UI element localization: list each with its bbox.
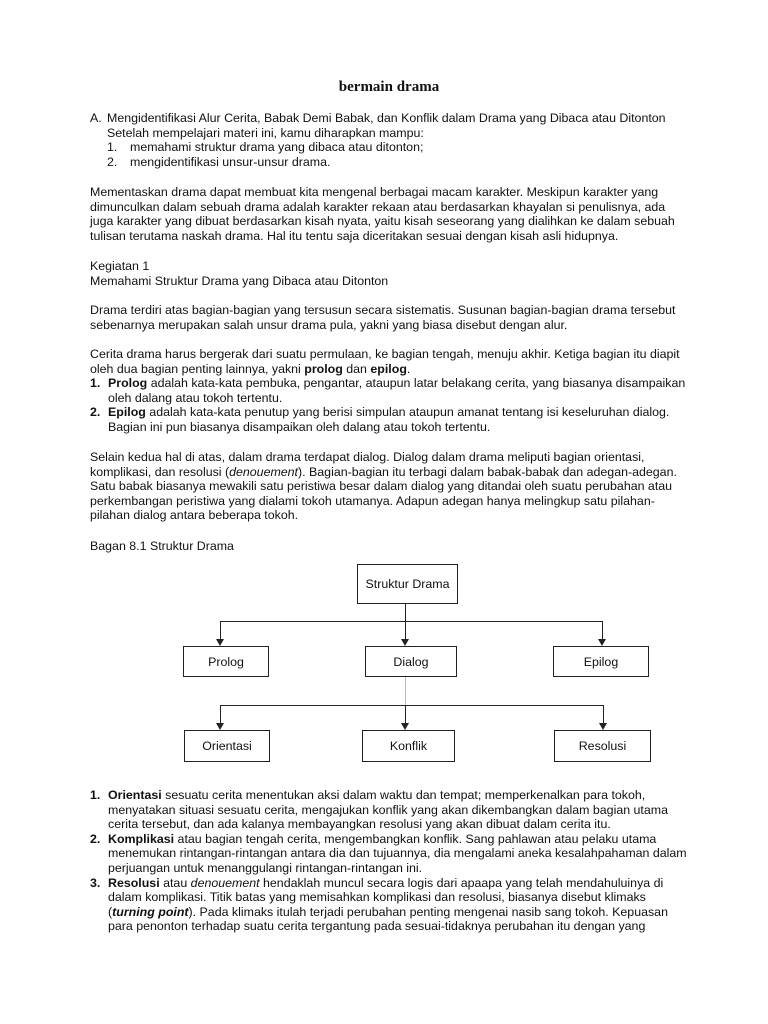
diagram-box-orientasi: Orientasi: [184, 730, 270, 762]
diagram-root-box: Struktur Drama: [357, 564, 458, 604]
paragraph-dialog-text: Selain kedua hal di atas, dalam drama terdapat dialog. Dialog dalam drama meliputi bagian orientasi, komplikasi, dan resolusi (: [90, 450, 645, 479]
paragraph-intro: Mementaskan drama dapat membuat kita mengenal berbagai macam karakter. Meskipun karakter yang dimunculkan dalam sebuah drama adalah karakter rekaan atau berdasarkan khayalan si penulisnya, ada juga karakter yang dibuat berdasarkan kisah nyata, yaitu kisah seseorang yang dialihkan ke dalam sebuah tulisan terutama naskah drama. Hal itu tentu saja diceritakan sesuai dengan kisah asli hidupnya.: [90, 185, 675, 243]
connector-line: [405, 705, 406, 723]
section-a-label: A.: [90, 111, 102, 125]
term-denouement: denouement: [229, 464, 299, 479]
arrow-head: [216, 723, 224, 730]
connector-line: [405, 677, 406, 705]
figure-caption: Bagan 8.1 Struktur Drama: [90, 539, 234, 553]
section-a: [90, 111, 688, 169]
paragraph-dialog: [90, 450, 688, 523]
arrow-head: [599, 723, 607, 730]
arrow-head: [216, 639, 224, 646]
paragraph-structure: Drama terdiri atas bagian-bagian yang tersusun secara sistematis. Susunan bagian-bagian drama tersebut sebenarnya merupakan salah unsur drama pula, yakni yang biasa disebut dengan alur.: [90, 303, 676, 332]
diagram-box-prolog: Prolog: [183, 646, 269, 677]
paragraph-dialog-text: ). Bagian-bagian itu terbagi dalam babak-babak dan adegan-adegan. Satu babak biasanya mewakili satu peristiwa besar dalam dialog yang ditandai oleh suatu perubahan atau perkembangan peristiwa yang dialami tokoh utamanya. Adapun adegan hanya melingkup satu pilahan-pilahan dialog antara beberapa tokoh.: [90, 464, 677, 523]
section-a-intro: Setelah mempelajari materi ini, kamu diharapkan mampu:: [107, 125, 424, 140]
goal-item: [90, 140, 688, 155]
list-term: Epilog: [108, 405, 146, 420]
list-text: ). Pada klimaks itulah terjadi perubahan penting mengenai nasib sang tokoh. Kepuasan para penonton terhadap suatu cerita tergantung pada sesuai-tidaknya perubahan itu dengan yang: [108, 904, 668, 934]
connector-line: [220, 621, 603, 622]
goal-number: 2.: [107, 154, 118, 169]
conjunction: dan: [346, 361, 367, 376]
list-item: [90, 876, 688, 934]
list-number: 1.: [90, 376, 101, 391]
kegiatan-subtitle: Memahami Struktur Drama yang Dibaca atau Ditonton: [90, 273, 389, 288]
list-term: Prolog: [108, 376, 148, 391]
paragraph-parts-text: Cerita drama harus bergerak dari suatu permulaan, ke bagian tengah, menuju akhir. Ketiga bagian itu diapit oleh dua bagian penting lainnya, yakni: [90, 347, 680, 376]
list-text: adalah kata-kata penutup yang berisi simpulan ataupun amanat tentang isi keseluruhan dialog. Bagian ini pun biasanya disampaikan oleh dalang atau tokoh tertentu.: [108, 405, 670, 434]
list-number: 3.: [90, 875, 101, 890]
diagram-box-epilog: Epilog: [553, 646, 649, 677]
list-item: [90, 376, 688, 405]
document-title: bermain drama: [338, 79, 440, 95]
list-text: sesuatu cerita menentukan aksi dalam waktu dan tempat; memperkenalkan para tokoh, menyatakan situasi sesuatu cerita, mengajukan konflik yang akan dikembangkan dalam bagian utama cerita tersebut, dan ada kalanya membayangkan resolusi yang akan dibuat dalam cerita itu.: [108, 788, 668, 832]
list-item: [90, 788, 688, 832]
period: .: [406, 361, 411, 376]
connector-line: [405, 621, 406, 639]
list-term: Komplikasi: [108, 831, 175, 846]
arrow-head: [401, 639, 409, 646]
list-term: Resolusi: [108, 875, 160, 890]
goal-text: memahami struktur drama yang dibaca atau ditonton;: [130, 140, 424, 155]
connector-line: [603, 705, 604, 723]
connector-line: [220, 705, 221, 723]
list-number: 2.: [90, 405, 101, 420]
connector-line: [220, 705, 604, 706]
goal-item: [90, 155, 688, 170]
list-text: hendaklah muncul secara logis dari apaapa yang telah mendahuluinya di dalam komplikasi. Titik batas yang memisahkan komplikasi dan resolusi, biasanya disebut klimaks (: [108, 875, 664, 919]
list-item: [90, 832, 688, 876]
goal-number: 1.: [107, 140, 118, 155]
list-text: atau bagian tengah cerita, mengembangkan konflik. Sang pahlawan atau pelaku utama menemukan rintangan-rintangan antara dia dan tujuannya, dia mengalami aneka kesalahpahaman dalam perjuangan untuk menanggulangi rintangan-rintangan ini.: [108, 831, 687, 875]
connector-line: [405, 604, 406, 621]
term-prolog: prolog: [304, 361, 343, 376]
section-a-heading: Mengidentifikasi Alur Cerita, Babak Demi Babak, dan Konflik dalam Drama yang Dibaca atau Ditonton: [107, 111, 666, 125]
list-number: 1.: [90, 788, 101, 802]
term-epilog: epilog: [370, 361, 407, 376]
diagram-box-resolusi: Resolusi: [554, 730, 651, 762]
diagram-box-dialog: Dialog: [365, 646, 457, 677]
diagram-box-konflik: Konflik: [362, 730, 455, 762]
arrow-head: [598, 639, 606, 646]
list-term: Orientasi: [108, 788, 162, 802]
kegiatan-label: Kegiatan 1: [90, 259, 150, 273]
list-item: [90, 405, 688, 434]
list-text: adalah kata-kata pembuka, pengantar, ataupun latar belakang cerita, yang biasanya disampaikan oleh dalang atau tokoh tertentu.: [108, 376, 686, 405]
list-number: 2.: [90, 831, 101, 846]
connector-line: [220, 621, 221, 639]
term-denouement: denouement: [190, 875, 260, 890]
term-turning-point: turning point: [112, 904, 189, 919]
list-text: atau: [159, 875, 191, 890]
element-list: [90, 788, 688, 934]
arrow-head: [401, 723, 409, 730]
kegiatan-heading: [90, 259, 688, 288]
goal-text: mengidentifikasi unsur-unsur drama.: [130, 154, 331, 169]
connector-line: [602, 621, 603, 639]
paragraph-parts: [90, 347, 688, 435]
